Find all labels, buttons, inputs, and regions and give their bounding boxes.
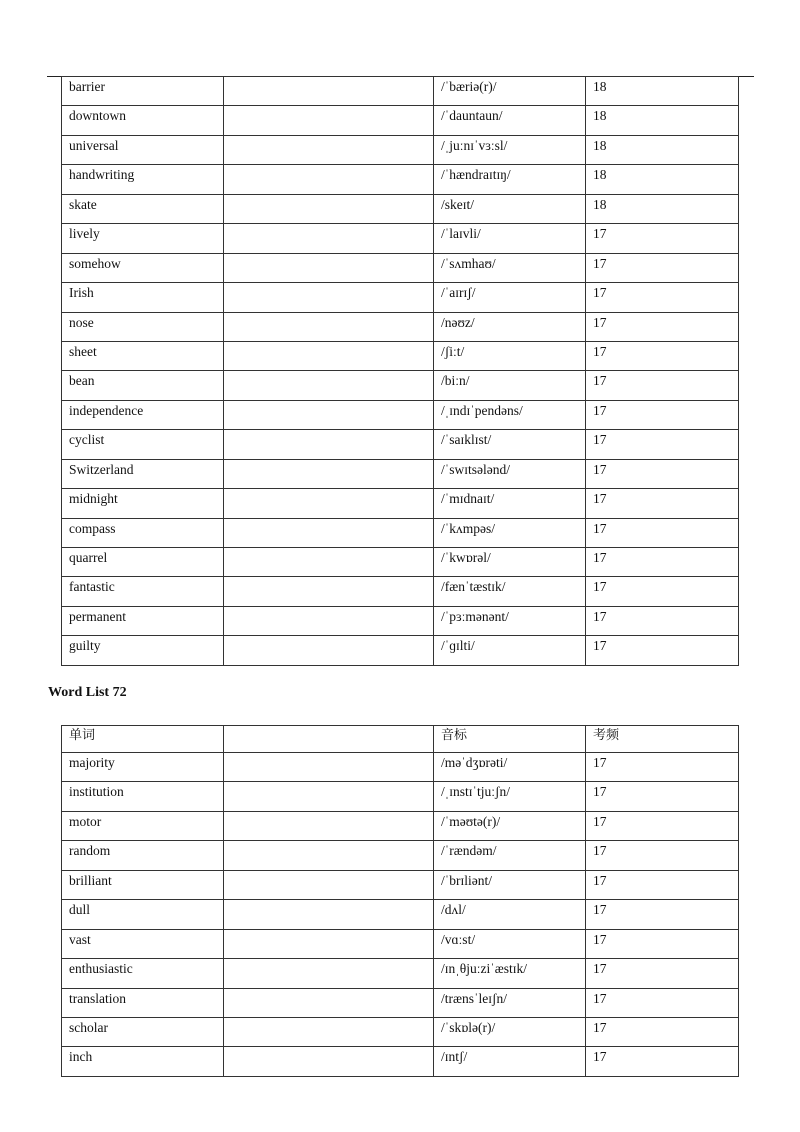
cell-note	[224, 606, 434, 635]
cell-freq: 18	[586, 77, 739, 106]
cell-freq: 17	[586, 489, 739, 518]
cell-phonetic: /ˌɪndɪˈpendəns/	[434, 400, 586, 429]
table-row	[62, 283, 739, 312]
cell-word: permanent	[62, 606, 224, 635]
cell-note	[224, 371, 434, 400]
cell-phonetic: /skeɪt/	[434, 194, 586, 223]
cell-note	[224, 929, 434, 958]
cell-note	[224, 224, 434, 253]
cell-note	[224, 870, 434, 899]
cell-note	[224, 841, 434, 870]
cell-note	[224, 988, 434, 1017]
cell-freq: 17	[586, 841, 739, 870]
table-row	[62, 371, 739, 400]
table-row	[62, 194, 739, 223]
table-row	[62, 135, 739, 164]
cell-word: compass	[62, 518, 224, 547]
cell-note	[224, 194, 434, 223]
table-row	[62, 870, 739, 899]
cell-word: somehow	[62, 253, 224, 282]
cell-freq: 18	[586, 194, 739, 223]
cell-phonetic: /ˌɪnstɪˈtjuːʃn/	[434, 782, 586, 811]
cell-word: institution	[62, 782, 224, 811]
cell-phonetic: /ˈsʌmhaʊ/	[434, 253, 586, 282]
cell-word: scholar	[62, 1017, 224, 1046]
cell-phonetic: /ɪntʃ/	[434, 1047, 586, 1076]
cell-word: dull	[62, 900, 224, 929]
table-row	[62, 959, 739, 988]
cell-freq: 17	[586, 518, 739, 547]
cell-freq: 17	[586, 959, 739, 988]
cell-phonetic: /məˈdʒɒrəti/	[434, 753, 586, 782]
cell-phonetic: /ˈaɪrɪʃ/	[434, 283, 586, 312]
table-row	[62, 988, 739, 1017]
cell-phonetic: /nəʊz/	[434, 312, 586, 341]
cell-freq: 17	[586, 459, 739, 488]
cell-freq: 17	[586, 371, 739, 400]
word-table-1	[61, 76, 739, 666]
header-phonetic: 音标	[434, 726, 586, 753]
cell-note	[224, 253, 434, 282]
cell-freq: 17	[586, 636, 739, 665]
table-row	[62, 841, 739, 870]
cell-note	[224, 312, 434, 341]
cell-phonetic: /vɑːst/	[434, 929, 586, 958]
cell-word: quarrel	[62, 548, 224, 577]
cell-word: majority	[62, 753, 224, 782]
cell-freq: 17	[586, 341, 739, 370]
table-row	[62, 165, 739, 194]
cell-freq: 17	[586, 253, 739, 282]
cell-note	[224, 400, 434, 429]
cell-freq: 17	[586, 782, 739, 811]
cell-word: bean	[62, 371, 224, 400]
table-row	[62, 341, 739, 370]
cell-note	[224, 430, 434, 459]
table-row	[62, 430, 739, 459]
header-note	[224, 726, 434, 753]
cell-note	[224, 1047, 434, 1076]
cell-freq: 17	[586, 577, 739, 606]
cell-phonetic: /fænˈtæstɪk/	[434, 577, 586, 606]
cell-word: barrier	[62, 77, 224, 106]
cell-phonetic: /ˈlaɪvli/	[434, 224, 586, 253]
cell-phonetic: /ɪnˌθjuːziˈæstɪk/	[434, 959, 586, 988]
cell-freq: 18	[586, 106, 739, 135]
table-row	[62, 400, 739, 429]
table-row	[62, 77, 739, 106]
cell-freq: 18	[586, 135, 739, 164]
cell-note	[224, 459, 434, 488]
cell-freq: 17	[586, 900, 739, 929]
cell-word: downtown	[62, 106, 224, 135]
cell-freq: 17	[586, 312, 739, 341]
table-row	[62, 106, 739, 135]
cell-word: midnight	[62, 489, 224, 518]
cell-word: fantastic	[62, 577, 224, 606]
cell-word: vast	[62, 929, 224, 958]
table-row	[62, 929, 739, 958]
cell-phonetic: /ˈrændəm/	[434, 841, 586, 870]
cell-freq: 17	[586, 929, 739, 958]
cell-word: cyclist	[62, 430, 224, 459]
table-row	[62, 811, 739, 840]
cell-word: skate	[62, 194, 224, 223]
cell-word: inch	[62, 1047, 224, 1076]
cell-phonetic: /ˈsaɪklɪst/	[434, 430, 586, 459]
cell-phonetic: /ˈskɒlə(r)/	[434, 1017, 586, 1046]
cell-word: translation	[62, 988, 224, 1017]
table-row	[62, 753, 739, 782]
header-freq: 考频	[586, 726, 739, 753]
cell-phonetic: /ˈkwɒrəl/	[434, 548, 586, 577]
cell-word: independence	[62, 400, 224, 429]
cell-word: Switzerland	[62, 459, 224, 488]
cell-note	[224, 518, 434, 547]
cell-note	[224, 165, 434, 194]
cell-freq: 17	[586, 988, 739, 1017]
cell-note	[224, 489, 434, 518]
cell-word: handwriting	[62, 165, 224, 194]
cell-word: Irish	[62, 283, 224, 312]
table-row	[62, 900, 739, 929]
cell-freq: 17	[586, 753, 739, 782]
table-row	[62, 489, 739, 518]
cell-phonetic: /dʌl/	[434, 900, 586, 929]
table-row	[62, 782, 739, 811]
cell-freq: 17	[586, 811, 739, 840]
cell-word: nose	[62, 312, 224, 341]
table-row	[62, 459, 739, 488]
table-row	[62, 253, 739, 282]
table-row	[62, 1047, 739, 1076]
cell-word: brilliant	[62, 870, 224, 899]
cell-freq: 17	[586, 400, 739, 429]
table-row	[62, 224, 739, 253]
table-row	[62, 1017, 739, 1046]
cell-note	[224, 811, 434, 840]
cell-freq: 17	[586, 224, 739, 253]
word-table-1-body	[62, 77, 739, 666]
cell-word: random	[62, 841, 224, 870]
cell-note	[224, 548, 434, 577]
cell-phonetic: /trænsˈleɪʃn/	[434, 988, 586, 1017]
cell-note	[224, 106, 434, 135]
table-row	[62, 636, 739, 665]
cell-freq: 17	[586, 283, 739, 312]
cell-note	[224, 900, 434, 929]
table-row	[62, 606, 739, 635]
table-row	[62, 518, 739, 547]
cell-phonetic: /ˈbæriə(r)/	[434, 77, 586, 106]
cell-note	[224, 577, 434, 606]
header-word: 单词	[62, 726, 224, 753]
cell-note	[224, 283, 434, 312]
word-table-2-body	[62, 726, 739, 1077]
cell-phonetic: /ˈmɪdnaɪt/	[434, 489, 586, 518]
cell-phonetic: /ˈdauntaun/	[434, 106, 586, 135]
cell-note	[224, 636, 434, 665]
cell-note	[224, 341, 434, 370]
cell-phonetic: /ˈməʊtə(r)/	[434, 811, 586, 840]
cell-freq: 17	[586, 870, 739, 899]
section-title: Word List 72	[48, 685, 127, 700]
cell-word: guilty	[62, 636, 224, 665]
cell-freq: 17	[586, 1047, 739, 1076]
cell-note	[224, 1017, 434, 1046]
cell-phonetic: /ˈhændraɪtɪŋ/	[434, 165, 586, 194]
cell-word: universal	[62, 135, 224, 164]
cell-word: lively	[62, 224, 224, 253]
cell-freq: 18	[586, 165, 739, 194]
cell-phonetic: /ˌjuːnɪˈvɜːsl/	[434, 135, 586, 164]
table-row	[62, 312, 739, 341]
cell-note	[224, 135, 434, 164]
word-table-2	[61, 725, 739, 1077]
cell-freq: 17	[586, 606, 739, 635]
cell-freq: 17	[586, 430, 739, 459]
cell-note	[224, 77, 434, 106]
cell-word: motor	[62, 811, 224, 840]
cell-word: enthusiastic	[62, 959, 224, 988]
cell-freq: 17	[586, 1017, 739, 1046]
cell-phonetic: /ʃiːt/	[434, 341, 586, 370]
cell-word: sheet	[62, 341, 224, 370]
table-header-row	[62, 726, 739, 753]
cell-note	[224, 753, 434, 782]
cell-phonetic: /ˈswɪtsələnd/	[434, 459, 586, 488]
table-row	[62, 548, 739, 577]
cell-phonetic: /ˈpɜːmənənt/	[434, 606, 586, 635]
cell-note	[224, 782, 434, 811]
table-row	[62, 577, 739, 606]
cell-phonetic: /biːn/	[434, 371, 586, 400]
cell-note	[224, 959, 434, 988]
cell-phonetic: /ˈbrɪliənt/	[434, 870, 586, 899]
cell-phonetic: /ˈɡɪlti/	[434, 636, 586, 665]
cell-freq: 17	[586, 548, 739, 577]
cell-phonetic: /ˈkʌmpəs/	[434, 518, 586, 547]
